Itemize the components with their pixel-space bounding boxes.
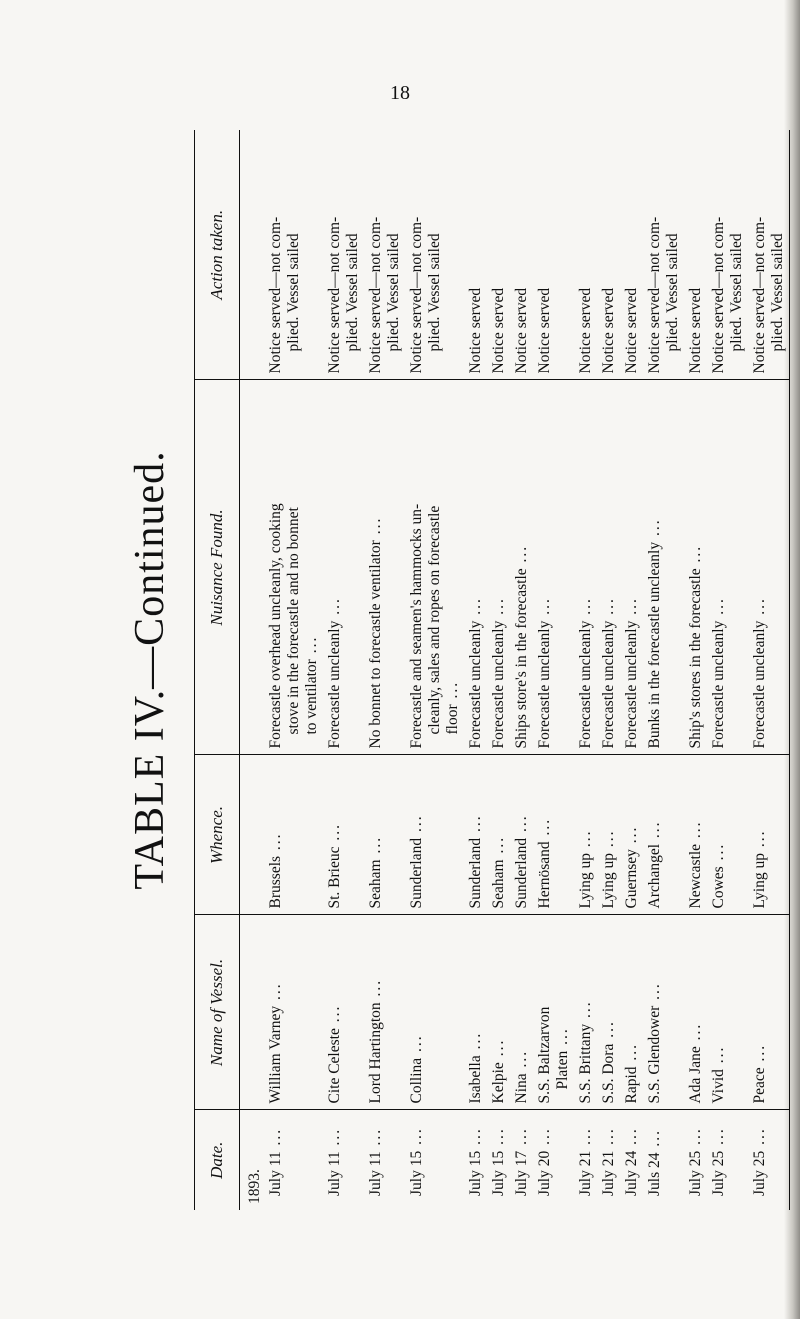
- nuisance-cell: [323, 380, 364, 755]
- vessel-cell: [574, 915, 597, 1110]
- table-row: [620, 130, 643, 1210]
- date-line: July 25 ...: [710, 1127, 727, 1196]
- date-cell: [707, 1110, 748, 1210]
- whence-line: Seaham ...: [367, 835, 384, 909]
- nuisance-cell: [510, 380, 533, 755]
- whence-line: Sunderland ...: [513, 814, 530, 909]
- nuisance-line: Forecastle uncleanly ...: [600, 597, 617, 749]
- table-caption: TABLE IV.—Continued.: [127, 450, 173, 890]
- action-line: plied. Vessel sailed: [728, 233, 745, 352]
- action-line: plied. Vessel sailed: [385, 233, 402, 352]
- header-whence: Whence.: [195, 755, 240, 915]
- nuisance-line: Forecastle uncleanly ...: [467, 597, 484, 749]
- nuisance-table: [194, 130, 790, 1210]
- date-line: July 11 ...: [326, 1127, 343, 1196]
- header-action: Action taken.: [195, 130, 240, 380]
- whence-line: Sunderland ...: [467, 814, 484, 909]
- leader-dots: ...: [554, 1027, 571, 1051]
- action-cell: [405, 130, 464, 380]
- date-line: July 15 ...: [467, 1127, 484, 1196]
- vessel-cell: [364, 915, 405, 1110]
- nuisance-line: No bonnet to forecastle ventilator ...: [367, 516, 384, 749]
- date-line: July 25 ...: [687, 1127, 704, 1196]
- nuisance-cell: [684, 380, 707, 755]
- leader-dots: ...: [267, 1127, 284, 1152]
- leader-dots: ...: [577, 1000, 594, 1024]
- action-line: Notice served: [536, 287, 553, 374]
- rotated-table-section: [110, 130, 786, 1210]
- nuisance-cell: [264, 380, 323, 755]
- vessel-line: Peace ...: [751, 1043, 768, 1104]
- leader-dots: ...: [513, 1049, 530, 1074]
- leader-dots: ...: [267, 982, 284, 1006]
- whence-cell: [405, 755, 464, 915]
- leader-dots: ...: [367, 516, 384, 541]
- action-cell: [574, 130, 597, 380]
- leader-dots: ...: [444, 680, 461, 705]
- vessel-line: S.S. Glendower ...: [646, 982, 663, 1104]
- leader-dots: ...: [646, 1129, 663, 1153]
- nuisance-cell: [643, 380, 684, 755]
- nuisance-cell: [533, 380, 574, 755]
- whence-cell: [748, 755, 789, 915]
- leader-dots: ...: [623, 825, 640, 850]
- action-cell: [597, 130, 620, 380]
- vessel-cell: [405, 915, 464, 1110]
- leader-dots: ...: [710, 1045, 727, 1070]
- table-row: [597, 130, 620, 1210]
- date-cell: [264, 1110, 323, 1210]
- action-cell: [264, 130, 323, 380]
- leader-dots: ...: [490, 835, 507, 860]
- vessel-cell: [643, 915, 684, 1110]
- table-row: [323, 130, 364, 1210]
- whence-line: Newcastle ...: [687, 820, 704, 909]
- action-line: Notice served—not com-: [367, 216, 384, 374]
- date-line: July 11 ...: [367, 1127, 384, 1196]
- action-cell: [748, 130, 789, 380]
- action-cell: [684, 130, 707, 380]
- date-line: Juls 24 ...: [646, 1129, 663, 1196]
- vessel-cell: [748, 915, 789, 1110]
- nuisance-cell: [405, 380, 464, 755]
- nuisance-line: stove in the forecastle and no bonnet: [285, 507, 302, 735]
- whence-cell: [533, 755, 574, 915]
- whence-line: Cowes ...: [710, 842, 727, 909]
- action-cell: [464, 130, 487, 380]
- leader-dots: ...: [646, 820, 663, 844]
- vessel-line: Lord Hartington ...: [367, 978, 384, 1104]
- nuisance-cell: [364, 380, 405, 755]
- date-cell: [684, 1110, 707, 1210]
- vessel-cell: [597, 915, 620, 1110]
- date-line: July 24 ...: [623, 1127, 640, 1196]
- table-row: [574, 130, 597, 1210]
- whence-line: Guernsey ...: [623, 825, 640, 909]
- whence-line: Sunderland ...: [408, 814, 425, 909]
- leader-dots: ...: [623, 597, 640, 621]
- whence-line: Seaham ...: [490, 835, 507, 909]
- action-line: Notice served: [623, 287, 640, 374]
- vessel-line: S.S. Brittany ...: [577, 1000, 594, 1104]
- header-date: Date.: [195, 1110, 240, 1210]
- leader-dots: ...: [646, 518, 663, 542]
- nuisance-cell: [487, 380, 510, 755]
- date-cell: [464, 1110, 487, 1210]
- leader-dots: ...: [467, 597, 484, 621]
- leader-dots: ...: [600, 1127, 617, 1151]
- vessel-line: S.S. Baltzarvon: [536, 1006, 553, 1104]
- leader-dots: ...: [490, 1127, 507, 1151]
- table-row: [707, 130, 748, 1210]
- date-cell: [533, 1110, 574, 1210]
- vessel-line: Nina ...: [513, 1049, 530, 1104]
- action-cell: [533, 130, 574, 380]
- leader-dots: ...: [687, 1022, 704, 1047]
- leader-dots: ...: [687, 1127, 704, 1151]
- whence-cell: [684, 755, 707, 915]
- date-cell: [364, 1110, 405, 1210]
- date-line: July 25 ...: [751, 1127, 768, 1196]
- date-line: July 17 ...: [513, 1127, 530, 1196]
- nuisance-line: cleanly, sales and ropes on forecastle: [426, 505, 443, 735]
- nuisance-cell: [707, 380, 748, 755]
- date-cell: [620, 1110, 643, 1210]
- leader-dots: ...: [326, 823, 343, 847]
- action-cell: [510, 130, 533, 380]
- leader-dots: ...: [367, 1127, 384, 1152]
- date-cell: [574, 1110, 597, 1210]
- nuisance-line: Forecastle uncleanly ...: [536, 597, 553, 749]
- vessel-cell: [707, 915, 748, 1110]
- whence-cell: [323, 755, 364, 915]
- leader-dots: ...: [577, 1127, 594, 1151]
- vessel-line: Vivid ...: [710, 1045, 727, 1104]
- date-line: July 21 ...: [577, 1127, 594, 1196]
- nuisance-line: Forecastle uncleanly ...: [751, 597, 768, 749]
- action-line: Notice served—not com-: [326, 216, 343, 374]
- action-line: plied. Vessel sailed: [285, 233, 302, 352]
- whence-cell: [707, 755, 748, 915]
- vessel-line: Isabella ...: [467, 1031, 484, 1104]
- page-number: 18: [390, 82, 410, 104]
- year-cell: 1893.: [246, 1169, 263, 1204]
- nuisance-line: Forecastle and seamen's hammocks un-: [408, 503, 425, 749]
- leader-dots: ...: [326, 1004, 343, 1029]
- leader-dots: ...: [467, 1127, 484, 1151]
- date-cell: [323, 1110, 364, 1210]
- nuisance-line: floor ...: [444, 680, 461, 735]
- leader-dots: ...: [367, 835, 384, 860]
- nuisance-line: Forecastle overhead uncleanly, cooking: [267, 503, 284, 749]
- nuisance-line: Ship's stores in the forecastle ...: [687, 544, 704, 749]
- action-cell: [323, 130, 364, 380]
- vessel-line: Platen ...: [554, 1027, 571, 1090]
- whence-line: Lying up ...: [577, 829, 594, 909]
- leader-dots: ...: [536, 817, 553, 842]
- table-row: [684, 130, 707, 1210]
- leader-dots: ...: [687, 544, 704, 569]
- leader-dots: ...: [600, 829, 617, 853]
- leader-dots: ...: [326, 1127, 343, 1152]
- leader-dots: ...: [408, 1127, 425, 1151]
- whence-line: Brussels ...: [267, 832, 284, 909]
- leader-dots: ...: [577, 829, 594, 853]
- leader-dots: ...: [513, 814, 530, 838]
- vessel-cell: [487, 915, 510, 1110]
- action-cell: [643, 130, 684, 380]
- leader-dots: ...: [326, 597, 343, 621]
- vessel-cell: [533, 915, 574, 1110]
- vessel-line: William Varney ...: [267, 982, 284, 1104]
- date-line: July 15 ...: [408, 1127, 425, 1196]
- action-line: Notice served: [687, 287, 704, 374]
- action-line: Notice served—not com-: [751, 216, 768, 374]
- leader-dots: ...: [710, 1127, 727, 1151]
- leader-dots: ...: [687, 820, 704, 844]
- vessel-cell: [620, 915, 643, 1110]
- leader-dots: ...: [267, 832, 284, 856]
- action-line: Notice served—not com-: [267, 216, 284, 374]
- table-row: [510, 130, 533, 1210]
- vessel-cell: [464, 915, 487, 1110]
- leader-dots: ...: [646, 982, 663, 1006]
- whence-cell: [620, 755, 643, 915]
- action-cell: [364, 130, 405, 380]
- action-line: Notice served: [577, 287, 594, 374]
- date-cell: [643, 1110, 684, 1210]
- date-line: July 21 ...: [600, 1127, 617, 1196]
- action-line: Notice served—not com-: [408, 216, 425, 374]
- year-row: [240, 130, 265, 1210]
- vessel-line: Kelpie ...: [490, 1038, 507, 1104]
- leader-dots: ...: [623, 1127, 640, 1151]
- leader-dots: ...: [408, 1034, 425, 1058]
- action-line: Notice served: [513, 287, 530, 374]
- leader-dots: ...: [490, 1038, 507, 1063]
- action-line: Notice served—not com-: [646, 216, 663, 374]
- whence-cell: [487, 755, 510, 915]
- leader-dots: ...: [513, 1127, 530, 1151]
- leader-dots: ...: [513, 544, 530, 569]
- leader-dots: ...: [600, 597, 617, 621]
- date-cell: [748, 1110, 789, 1210]
- date-cell: [597, 1110, 620, 1210]
- table-row: [643, 130, 684, 1210]
- whence-cell: [364, 755, 405, 915]
- action-line: plied. Vessel sailed: [426, 233, 443, 352]
- action-cell: [620, 130, 643, 380]
- whence-cell: [597, 755, 620, 915]
- table-row: [487, 130, 510, 1210]
- nuisance-line: to ventilator ...: [303, 635, 320, 735]
- action-line: plied. Vessel sailed: [664, 233, 681, 352]
- nuisance-cell: [574, 380, 597, 755]
- nuisance-line: Forecastle uncleanly ...: [623, 597, 640, 749]
- leader-dots: ...: [623, 1042, 640, 1067]
- nuisance-cell: [597, 380, 620, 755]
- whence-line: Archangel ...: [646, 820, 663, 909]
- action-cell: [487, 130, 510, 380]
- nuisance-cell: [748, 380, 789, 755]
- whence-line: Lying up ...: [751, 829, 768, 909]
- date-line: July 20 ...: [536, 1127, 553, 1196]
- date-line: July 11 ...: [267, 1127, 284, 1196]
- whence-line: Lying up ...: [600, 829, 617, 909]
- date-cell: [487, 1110, 510, 1210]
- leader-dots: ...: [467, 1031, 484, 1056]
- vessel-cell: [264, 915, 323, 1110]
- header-vessel: Name of Vessel.: [195, 915, 240, 1110]
- date-cell: [510, 1110, 533, 1210]
- nuisance-line: Forecastle uncleanly ...: [577, 597, 594, 749]
- leader-dots: ...: [751, 829, 768, 853]
- vessel-line: Ada Jane ...: [687, 1022, 704, 1104]
- nuisance-line: Forecastle uncleanly ...: [326, 597, 343, 749]
- action-line: Notice served—not com-: [710, 216, 727, 374]
- vessel-line: Rapid ...: [623, 1042, 640, 1104]
- whence-line: Hernösand ...: [536, 817, 553, 909]
- table-row: [264, 130, 323, 1210]
- leader-dots: ...: [467, 814, 484, 838]
- leader-dots: ...: [710, 842, 727, 867]
- leader-dots: ...: [751, 597, 768, 621]
- nuisance-line: Ships store's in the forecastle ...: [513, 544, 530, 749]
- action-line: Notice served: [467, 287, 484, 374]
- nuisance-line: Forecastle uncleanly ...: [490, 597, 507, 749]
- vessel-line: S.S. Dora ...: [600, 1020, 617, 1104]
- table-row: [405, 130, 464, 1210]
- leader-dots: ...: [536, 597, 553, 621]
- vessel-line: Collina ...: [408, 1034, 425, 1104]
- whence-line: St. Brieuc ...: [326, 823, 343, 909]
- action-line: Notice served: [600, 287, 617, 374]
- leader-dots: ...: [303, 635, 320, 660]
- leader-dots: ...: [600, 1020, 617, 1044]
- nuisance-line: Bunks in the forecastle uncleanly ...: [646, 518, 663, 749]
- header-row: [195, 130, 240, 1210]
- leader-dots: ...: [408, 814, 425, 838]
- vessel-cell: [323, 915, 364, 1110]
- action-line: plied. Vessel sailed: [769, 233, 786, 352]
- table-row: [748, 130, 789, 1210]
- vessel-cell: [684, 915, 707, 1110]
- action-line: plied. Vessel sailed: [344, 233, 361, 352]
- vessel-cell: [510, 915, 533, 1110]
- whence-cell: [464, 755, 487, 915]
- leader-dots: ...: [536, 1127, 553, 1151]
- date-line: July 15 ...: [490, 1127, 507, 1196]
- leader-dots: ...: [577, 597, 594, 621]
- whence-cell: [264, 755, 323, 915]
- vessel-line: Cite Celeste ...: [326, 1004, 343, 1104]
- nuisance-cell: [464, 380, 487, 755]
- date-cell: [405, 1110, 464, 1210]
- whence-cell: [643, 755, 684, 915]
- table-row: [533, 130, 574, 1210]
- table-row: [364, 130, 405, 1210]
- action-cell: [707, 130, 748, 380]
- leader-dots: ...: [751, 1127, 768, 1151]
- leader-dots: ...: [710, 597, 727, 621]
- table-row: [464, 130, 487, 1210]
- whence-cell: [510, 755, 533, 915]
- nuisance-cell: [620, 380, 643, 755]
- leader-dots: ...: [751, 1043, 768, 1068]
- leader-dots: ...: [490, 597, 507, 621]
- header-nuisance: Nuisance Found.: [195, 380, 240, 755]
- nuisance-line: Forecastle uncleanly ...: [710, 597, 727, 749]
- action-line: Notice served: [490, 287, 507, 374]
- leader-dots: ...: [367, 978, 384, 1003]
- whence-cell: [574, 755, 597, 915]
